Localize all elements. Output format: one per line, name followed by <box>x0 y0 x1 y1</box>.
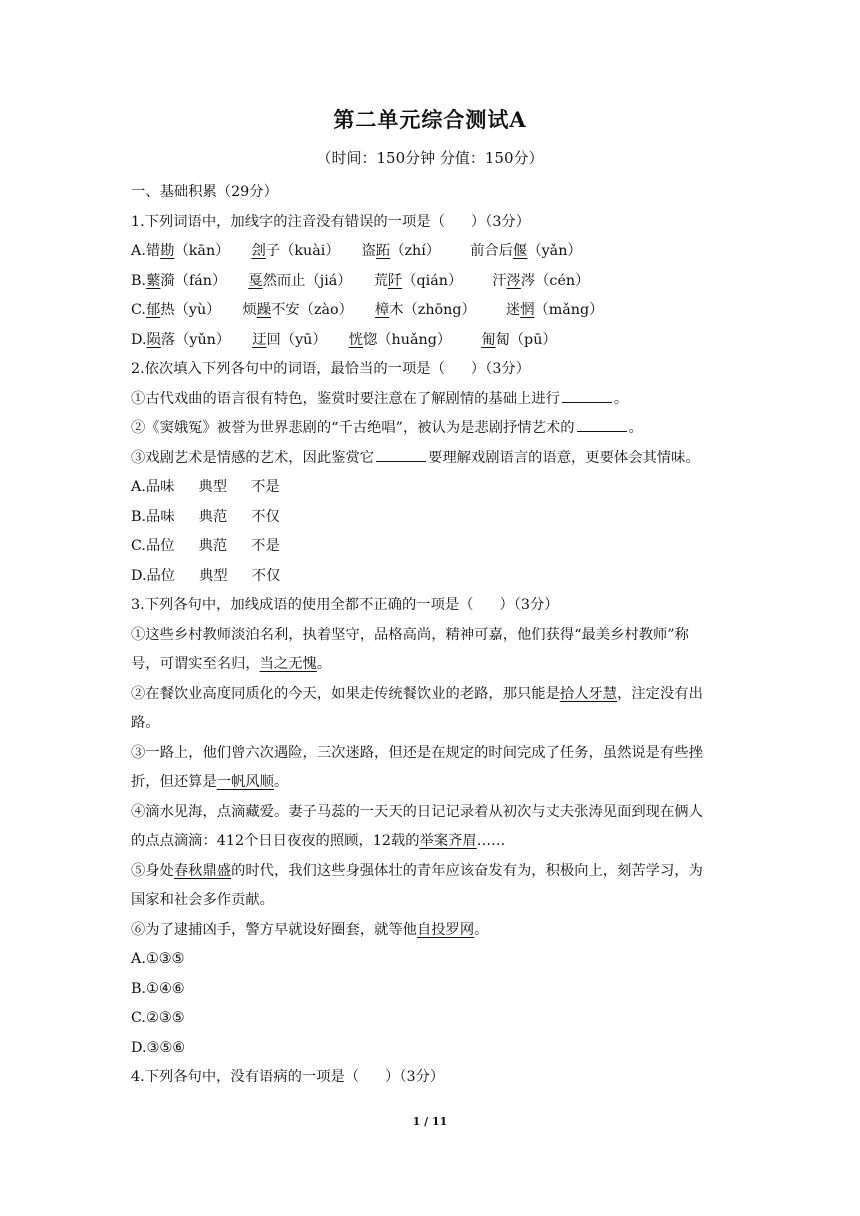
question-2-option-row <box>131 532 731 562</box>
underlined-character: 勘 <box>160 243 175 259</box>
question-3-sentence-2b: 路。 <box>131 715 160 731</box>
question-2-option-row <box>131 473 731 503</box>
underlined-character: 阡 <box>387 272 403 289</box>
question-4-stem: 4.下列各句中，没有语病的一项是（ ）（3分） <box>131 1069 445 1085</box>
question-3-sentence-1a: ①这些乡村教师淡泊名利，执着坚守，品格高尚，精神可嘉，他们获得“最美乡村教师”称 <box>131 626 689 643</box>
underlined-character: 跖 <box>375 243 391 259</box>
option-word: 不是 <box>251 479 280 495</box>
question-3-sentence-4a: ④滴水见海，点滴藏爱。妻子马蕊的一天天的日记记录着从初次与丈夫张涛见面到现在俩人 <box>131 803 703 820</box>
underlined-idiom: 一帆风顺 <box>216 774 274 790</box>
page-title: 第二单元综合测试A <box>333 107 527 132</box>
question-3-sentence-4b: 的点点滴滴：412个日日夜夜的照顾，12载的举案齐眉…… <box>131 833 506 849</box>
pinyin-item: 迂回（yū） <box>252 331 327 348</box>
question-1-stem: 1.下列词语中，加线字的注音没有错误的一项是（ ）（3分） <box>131 213 531 230</box>
underlined-idiom: 举案齐眉 <box>419 833 477 849</box>
pinyin-item: 汗涔涔（cén） <box>492 272 590 289</box>
pinyin-item: 戛然而止（jiá） <box>248 272 352 289</box>
pinyin-item: 迷惘（mǎng） <box>505 302 604 318</box>
pinyin-item: D.陨落（yǔn） <box>131 331 231 348</box>
fill-blank <box>577 417 627 432</box>
question-3-sentence-2a: ②在餐饮业高度同质化的今天，如果走传统餐饮业的老路，那只能是拾人牙慧，注定没有出 <box>131 685 703 702</box>
option-word: 不是 <box>251 538 280 554</box>
question-3-sentence-1b: 号，可谓实至名归，当之无愧。 <box>131 656 332 672</box>
question-3-option: D.③⑤⑥ <box>131 1039 185 1056</box>
question-3-sentence-6: ⑥为了逮捕凶手，警方早就设好圈套，就等他自投罗网。 <box>131 921 489 938</box>
page-number: 1 / 11 <box>412 1115 448 1128</box>
underlined-character: 恍 <box>348 331 363 348</box>
question-3-options <box>131 945 731 1063</box>
underlined-character: 蘩 <box>146 272 161 289</box>
underlined-character: 陨 <box>146 331 161 348</box>
option-word: 不仅 <box>251 567 281 584</box>
question-2-option-row <box>131 503 731 533</box>
pinyin-item: 前合后偃（yǎn） <box>470 243 582 259</box>
question-3-option: B.①④⑥ <box>131 980 185 997</box>
pinyin-item: 樟木（zhōng） <box>374 302 476 318</box>
question-1-option-row <box>131 296 731 326</box>
underlined-character: 涔 <box>506 272 521 289</box>
underlined-character: 刽 <box>251 243 266 259</box>
underlined-character: 郁 <box>145 302 161 318</box>
question-1-option-row <box>131 326 731 356</box>
pinyin-item: C.郁热（yù） <box>131 302 221 318</box>
pinyin-item: B.蘩漪（fán） <box>131 272 227 289</box>
question-3-sentence-3a: ③一路上，他们曾六次遇险，三次迷路，但还是在规定的时间完成了任务，虽然说是有些挫 <box>131 744 703 761</box>
question-3-sentence-5b: 国家和社会多作贡献。 <box>131 892 274 908</box>
question-3-option: C.②③⑤ <box>131 1010 185 1026</box>
option-word: A.品味 <box>131 479 175 495</box>
pinyin-item: 荒阡（qián） <box>373 272 463 289</box>
question-1-option-row <box>131 237 731 267</box>
question-2-options <box>131 473 731 591</box>
document-body <box>131 178 731 1093</box>
pinyin-item: 盗跖（zhí） <box>361 243 441 259</box>
question-2-option-row <box>131 562 731 592</box>
option-word: 不仅 <box>251 508 280 525</box>
underlined-character: 樟 <box>374 302 390 318</box>
page-subtitle: （时间：150分钟 分值：150分） <box>316 149 544 167</box>
option-word: 典型 <box>199 567 228 584</box>
question-3-sentence-3b: 折，但还算是一帆风顺。 <box>131 774 289 790</box>
option-word: 典范 <box>198 538 228 554</box>
fill-blank <box>376 447 426 462</box>
question-2-stem: 2.依次填入下列各句中的词语，最恰当的一项是（ ）（3分） <box>131 361 531 377</box>
question-1-options <box>131 237 731 355</box>
option-word: 典范 <box>198 508 228 525</box>
question-3-sentence-5a: ⑤身处春秋鼎盛的时代，我们这些身强体壮的青年应该奋发有为，积极向上，刻苦学习，为 <box>131 862 703 879</box>
pinyin-item: 刽子（kuài） <box>251 243 340 259</box>
fill-blank <box>562 388 612 403</box>
section-heading: 一、基础积累（29分） <box>131 184 278 200</box>
question-1-option-row <box>131 267 731 297</box>
question-2-sentence-1: ①古代戏曲的语言很有特色，鉴赏时要注意在了解剧情的基础上进行 。 <box>131 385 731 415</box>
option-word: 典型 <box>198 479 228 495</box>
pinyin-item: 烦躁不安（zào） <box>242 302 353 318</box>
question-2-sentence-2: ②《窦娥冤》被誉为世界悲剧的“千古绝唱”，被认为是悲剧抒情艺术的 。 <box>131 414 731 444</box>
underlined-idiom: 当之无愧 <box>259 656 317 672</box>
pinyin-item: A.错勘（kān） <box>131 243 230 259</box>
question-3-stem: 3.下列各句中，加线成语的使用全都不正确的一项是（ ）（3分） <box>131 597 559 613</box>
underlined-character: 躁 <box>256 302 272 318</box>
underlined-character: 匍 <box>481 331 496 348</box>
option-word: D.品位 <box>131 567 176 584</box>
pinyin-item: 恍惚（huǎng） <box>348 331 452 348</box>
pinyin-item: 匍匐（pū） <box>481 331 557 348</box>
underlined-idiom: 拾人牙慧 <box>559 685 618 702</box>
option-word: B.品味 <box>131 508 175 525</box>
underlined-character: 惘 <box>520 302 535 318</box>
question-2-sentence-3: ③戏剧艺术是情感的艺术，因此鉴赏它 要理解戏剧语言的语意，更要体会其情味。 <box>131 444 731 474</box>
option-word: C.品位 <box>131 538 175 554</box>
underlined-character: 迂 <box>252 331 267 348</box>
underlined-character: 戛 <box>248 272 263 289</box>
question-3-option: A.①③⑤ <box>131 951 185 967</box>
underlined-idiom: 春秋鼎盛 <box>173 862 232 879</box>
underlined-idiom: 自投罗网 <box>416 921 475 938</box>
underlined-character: 偃 <box>513 243 528 259</box>
